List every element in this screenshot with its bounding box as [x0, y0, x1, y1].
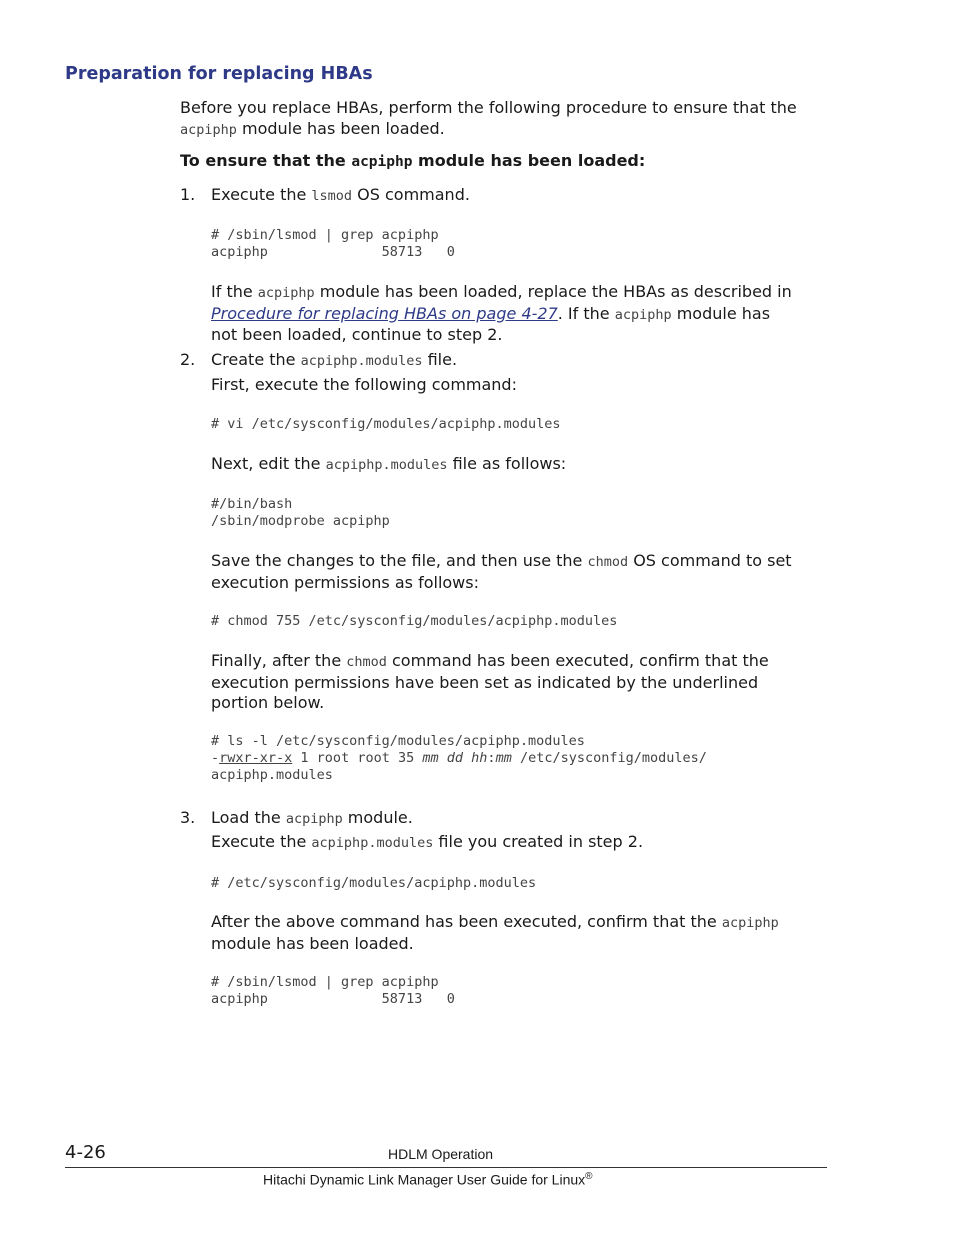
step-1-result-paragraph: If the acpiphp module has been loaded, replace the HBAs as described in Procedure for replacing HBAs on page 4-27. If the acpiphp module has not been loaded, continue to step 2. [211, 282, 792, 345]
code-block-vi: # vi /etc/sysconfig/modules/acpiphp.modules [211, 416, 561, 432]
underlined-permissions: rwxr-xr-x [219, 750, 293, 767]
inline-code: acpiphp.modules [311, 835, 434, 851]
inline-code: acpiphp [285, 811, 343, 827]
step-2-first-text: First, execute the following command: [211, 375, 517, 394]
code-block-ls: # ls -l /etc/sysconfig/modules/acpiphp.modules -rwxr-xr-x 1 root root 35 mm dd hh:mm /etc/sysconfig/modules/ acpiphp.modules [211, 733, 707, 784]
footer-divider [65, 1167, 827, 1168]
page-number: 4-26 [65, 1142, 106, 1163]
inline-code: acpiphp [257, 285, 315, 301]
step-number-1: 1. [180, 185, 196, 204]
step-1-text: Execute the lsmod OS command. [211, 185, 470, 204]
step-number-3: 3. [180, 808, 196, 827]
step-number-2: 2. [180, 350, 196, 369]
inline-code: acpiphp [721, 915, 779, 931]
step-2-save-text: Save the changes to the file, and then use the chmod OS command to set execution permissions as follows: [211, 551, 792, 592]
inline-code: chmod [346, 654, 387, 670]
inline-code: acpiphp [180, 121, 237, 138]
code-block-lsmod-1: # /sbin/lsmod | grep acpiphp acpiphp 58713 0 [211, 227, 455, 261]
inline-code: chmod [587, 554, 629, 570]
step-3-text: Load the acpiphp module. [211, 808, 413, 827]
inline-code: acpiphp [351, 154, 413, 170]
code-block-lsmod-2: # /sbin/lsmod | grep acpiphp acpiphp 58713 0 [211, 974, 455, 1008]
footer-document-title: Hitachi Dynamic Link Manager User Guide for Linux® [263, 1171, 593, 1188]
inline-code: acpiphp [614, 306, 672, 323]
inline-code: lsmod [311, 188, 353, 204]
procedure-title: To ensure that the acpiphp module has been loaded: [180, 151, 646, 170]
intro-line-1: Before you replace HBAs, perform the following procedure to ensure that the [180, 98, 797, 117]
inline-code: acpiphp.modules [300, 353, 423, 369]
step-3-after-text: After the above command has been executed, confirm that the acpiphp module has been loaded. [211, 912, 779, 953]
footer-section-name: HDLM Operation [388, 1146, 494, 1162]
code-block-file-contents: #/bin/bash /sbin/modprobe acpiphp [211, 496, 390, 530]
step-3-execute-text: Execute the acpiphp.modules file you created in step 2. [211, 832, 644, 851]
step-2-final-text: Finally, after the chmod command has been executed, confirm that the execution permissions have been set as indicated by the underlined portion below. [211, 651, 769, 713]
section-heading: Preparation for replacing HBAs [65, 64, 373, 84]
procedure-link[interactable]: Procedure for replacing HBAs on page 4-27 [211, 303, 558, 323]
registered-mark: ® [585, 1171, 593, 1182]
inline-code: acpiphp.modules [325, 457, 448, 473]
code-block-run-modules: # /etc/sysconfig/modules/acpiphp.modules [211, 875, 537, 891]
step-2-text: Create the acpiphp.modules file. [211, 350, 458, 369]
step-2-next-text: Next, edit the acpiphp.modules file as follows: [211, 454, 567, 473]
code-block-chmod: # chmod 755 /etc/sysconfig/modules/acpiphp.modules [211, 613, 618, 629]
intro-line-2: acpiphp module has been loaded. [180, 118, 445, 138]
intro-paragraph [180, 98, 797, 140]
